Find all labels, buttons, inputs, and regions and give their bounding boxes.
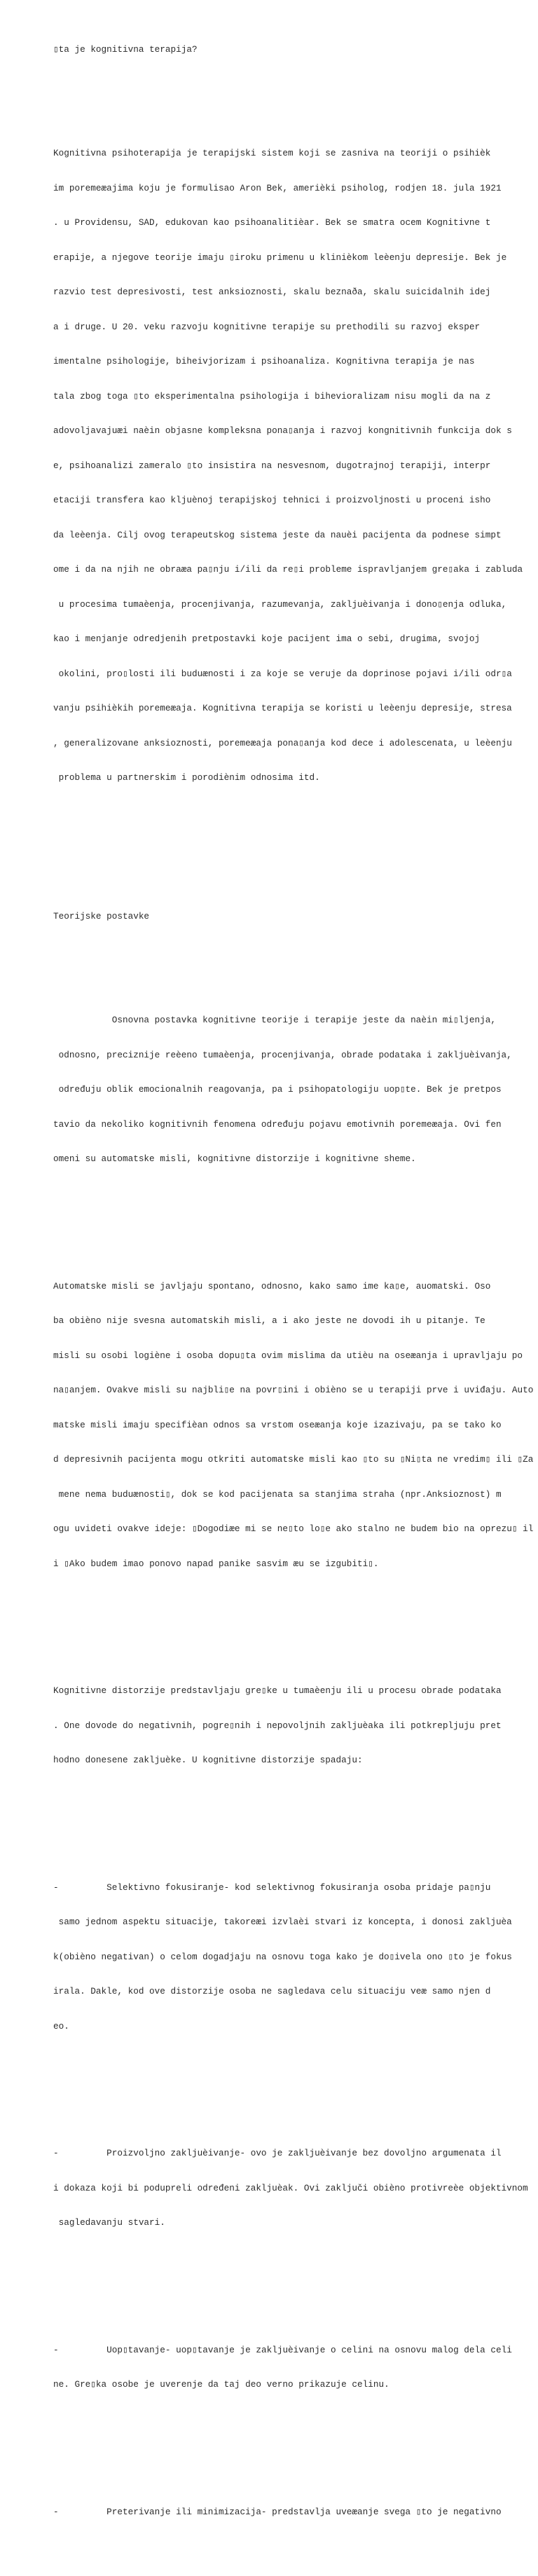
- text-line: . u Providensu, SAD, edukovan kao psihoanalitièar. Bek se smatra ocem Kognitivne t: [53, 217, 491, 228]
- text-line: i ▯Ako budem imao ponovo napad panike sasvim æu se izgubiti▯.: [53, 1558, 379, 1569]
- automatic-thoughts-paragraph: [53, 1258, 537, 1594]
- document-body: [53, 9, 537, 2576]
- text-line: im poremeæajima koju je formulisao Aron Bek, amerièki psiholog, rodjen 18. jula 1921: [53, 182, 502, 193]
- theory-paragraph: [53, 992, 537, 1188]
- text-line: matske misli imaju specifièan odnos sa vrstom oseæanja koje izazivaju, pa se tako ko: [53, 1419, 502, 1430]
- text-line: d depresivnih pacijenta mogu otkriti automatske misli kao ▯to su ▯Ni▯ta ne vredim▯ ili ▯Za: [53, 1454, 534, 1465]
- spacer: [53, 78, 537, 90]
- text-line: kao i menjanje odredjenih pretpostavki koje pacijent ima o sebi, drugima, svojoj: [53, 633, 481, 644]
- text-line: odnosno, preciznije reèeno tumaèenja, procenjivanja, obrade podataka i zakljuèivanja,: [53, 1049, 512, 1060]
- text-line: tala zbog toga ▯to eksperimentalna psihologija i bihevioralizam nisu mogli da na z: [53, 390, 491, 402]
- text-line: na▯anjem. Ovakve misli su najbli▯e na povr▯ini i obièno se u terapiji prve i uviđaju. Auto: [53, 1385, 534, 1395]
- text-line: omeni su automatske misli, kognitivne distorzije i kognitivne sheme.: [53, 1153, 416, 1164]
- text-line: e, psihoanalizi zameralo ▯to insistira na nesvesnom, dugotrajnoj terapiji, interpr: [53, 460, 491, 471]
- text-line: misli su osobi logiène i osoba dopu▯ta ovim mislima da utièu na oseæanja i upravljaju po: [53, 1350, 523, 1361]
- spacer: [53, 842, 537, 876]
- text-line: - Proizvoljno zakljuèivanje- ovo je zakljuèivanje bez dovoljno argumenata il: [53, 2148, 502, 2158]
- text-line: okolini, pro▯losti ili buduænosti i za koje se veruje da doprinose pojavi i/ili odr▯a: [53, 668, 512, 679]
- text-line: razvio test depresivosti, test anksioznosti, skalu beznaða, skalu suicidalnih idej: [53, 287, 491, 297]
- text-line: određuju oblik emocionalnih reagovanja, pa i psihopatologiju uop▯te. Bek je pretpos: [53, 1084, 502, 1095]
- text-line: irala. Dakle, kod ove distorzije osoba ne sagledava celu situaciju veæ samo njen d: [53, 1986, 491, 1996]
- spacer: [53, 2078, 537, 2090]
- text-line: hodno donesene zakljuèke. U kognitivne distorzije spadaju:: [53, 1755, 363, 1765]
- text-line: imentalne psihologije, biheivjorizam i psihoanaliza. Kognitivna terapija je nas: [53, 356, 475, 366]
- text-line: ba obièno nije svesna automatskih misli, a i ako jeste ne dovodi ih u pitanje. Te: [53, 1315, 485, 1326]
- text-line: u procesima tumaèenja, procenjivanja, razumevanja, zakljuèivanja i dono▯enja odluka,: [53, 598, 507, 610]
- spacer: [53, 1813, 537, 1825]
- spacer: [53, 1212, 537, 1224]
- text-line: eo.: [53, 2020, 69, 2032]
- text-line: da leèenja. Cilj ovog terapeutskog sistema jeste da nauèi pacijenta da podnese simpt: [53, 529, 502, 540]
- text-line: Automatske misli se javljaju spontano, odnosno, kako samo ime ka▯e, auomatski. Oso: [53, 1280, 491, 1292]
- text-line: samo jednom aspektu situacije, takoreæi izvlaèi stvari iz koncepta, i donosi zakljuèa: [53, 1917, 512, 1927]
- text-line: - Selektivno fokusiranje- kod selektivnog fokusiranja osoba pridaje pa▯nju: [53, 1882, 491, 1893]
- section-heading: Teorijske postavke: [53, 910, 150, 922]
- text-line: problema u partnerskim i porodiènim odnosima itd.: [53, 772, 320, 783]
- text-line: sagledavanju stvari.: [53, 2217, 165, 2228]
- text-line: Kognitivne distorzije predstavljaju gre▯ke u tumaèenju ili u procesu obrade podataka: [53, 1685, 502, 1696]
- text-line: mene nema buduænosti▯, dok se kod pacijenata sa stanjima straha (npr.Anksioznost) m: [53, 1488, 502, 1500]
- spacer: [53, 2275, 537, 2287]
- list-item-generalization: [53, 2322, 537, 2414]
- spacer: [53, 2437, 537, 2449]
- text-line: ogu uvideti ovakve ideje: ▯Dogodiæe mi se ne▯to lo▯e ako stalno ne budem bio na oprezu▯ il: [53, 1523, 534, 1534]
- text-line: k(obièno negativan) o celom dogadjaju na osnovu toga kako je do▯ivela ono ▯to je fokus: [53, 1951, 512, 1962]
- text-line: etaciji transfera kao kljuènoj terapijskoj tehnici i proizvoljnosti u proceni isho: [53, 495, 491, 505]
- text-line: - Uop▯tavanje- uop▯tavanje je zakljuèivanje o celini na osnovu malog dela celi: [53, 2344, 512, 2355]
- text-line: Osnovna postavka kognitivne teorije i terapije jeste da naèin mi▯ljenja,: [53, 1015, 496, 1025]
- text-line: , generalizovane anksioznosti, poremeæaja pona▯anja kod dece i adolescenata, u leèenju: [53, 737, 512, 748]
- list-item-exaggeration: [53, 2483, 537, 2542]
- list-item-selective-focusing: [53, 1859, 537, 2056]
- spacer: [53, 1616, 537, 1628]
- text-line: Kognitivna psihoterapija je terapijski sistem koji se zasniva na teoriji o psihièk: [53, 148, 491, 158]
- text-line: ne. Gre▯ka osobe je uverenje da taj deo verno prikazuje celinu.: [53, 2379, 389, 2390]
- text-line: tavio da nekoliko kognitivnih fenomena određuju pojavu emotivnih poremeæaja. Ovi fen: [53, 1118, 502, 1130]
- text-line: ome i da na njih ne obraæa pa▯nju i/ili da re▯i probleme ispravljanjem gre▯aka i zabluda: [53, 564, 523, 575]
- distortions-paragraph: [53, 1662, 537, 1790]
- text-line: vanju psihièkih poremeæaja. Kognitivna terapija se koristi u leèenju depresije, stresa: [53, 703, 512, 713]
- text-line: i dokaza koji bi podupreli određeni zakljuèak. Ovi zaključi obièno protivreèe objektivnom: [53, 2182, 528, 2193]
- text-line: adovoljavajuæi naèin objasne kompleksna pona▯anja i razvoj kongnitivnih funkcija dok s: [53, 425, 512, 436]
- text-line: erapije, a njegove teorije imaju ▯iroku primenu u klinièkom leèenju depresije. Bek je: [53, 252, 507, 263]
- text-line: - Preterivanje ili minimizacija- predstavlja uveæanje svega ▯to je negativno: [53, 2506, 502, 2517]
- spacer: [53, 945, 537, 957]
- intro-paragraph: [53, 125, 537, 807]
- text-line: . One dovode do negativnih, pogre▯nih i nepovoljnih zakljuèaka ili potkrepljuju pret: [53, 1720, 502, 1731]
- list-item-arbitrary-inference: [53, 2125, 537, 2252]
- text-line: a i druge. U 20. veku razvoju kognitivne terapije su prethodili su razvoj eksper: [53, 321, 481, 332]
- document-title: ▯ta je kognitivna terapija?: [53, 43, 198, 55]
